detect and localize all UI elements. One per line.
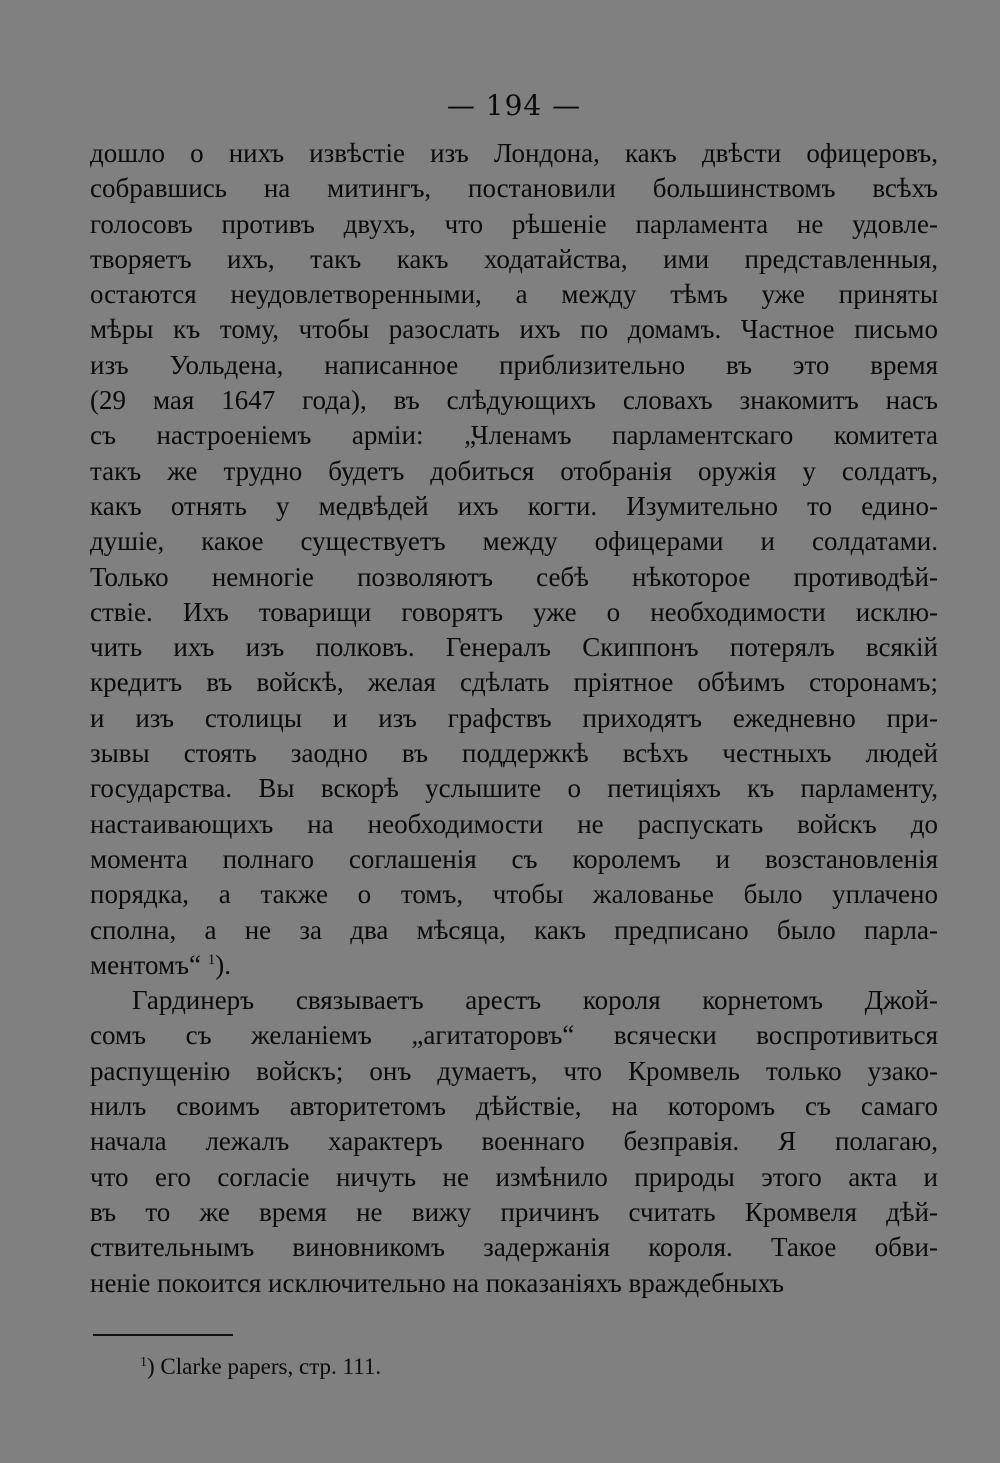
text-line: сомъ съ желаніемъ „агитаторовъ“ всячески воспротивиться (90, 1020, 938, 1051)
text-line: ментомъ“ $^1$). (90, 949, 231, 980)
text-line: душіе, какое существуетъ между офицерами и солдатами. (90, 526, 938, 557)
text-line: сполна, а не за два мѣсяца, какъ предписано было парла- (90, 914, 938, 945)
text-line: нилъ своимъ авторитетомъ дѣйствіе, на которомъ съ самаго (90, 1091, 938, 1122)
text-line: дошло о нихъ извѣстіе изъ Лондона, какъ двѣсти офицеровъ, (90, 138, 938, 168)
text-line: Только немногіе позволяютъ себѣ нѣкоторое противодѣй- (90, 561, 938, 592)
footnote-reference: 1 (207, 951, 216, 968)
text-line: момента полнаго соглашенія съ королемъ и возстановленія (90, 843, 938, 874)
text-line: начала лежалъ характеръ военнаго безправія. Я полагаю, (90, 1126, 938, 1157)
text-line: зывы стоять заодно въ поддержкѣ всѣхъ честныхъ людей (90, 738, 938, 769)
book-page (90, 86, 938, 1301)
footnote-text: ) Clarke papers, стр. 111. (147, 1354, 382, 1379)
text-line: государства. Вы вскорѣ услышите о петиціяхъ къ парламенту, (90, 773, 938, 804)
text-line: творяетъ ихъ, такъ какъ ходатайства, ими представленныя, (90, 243, 938, 274)
paragraph (90, 136, 938, 983)
text-line: (29 мая 1647 года), въ слѣдующихъ словахъ знакомитъ насъ (90, 385, 938, 416)
text-line: ствіе. Ихъ товарищи говорятъ уже о необходимости исклю- (90, 596, 938, 627)
page-number: — 194 — (446, 89, 582, 122)
text-line: Гардинеръ связываетъ арестъ короля корнетомъ Джой- (132, 985, 938, 1016)
footnote-marker: 1 (140, 1355, 147, 1370)
text-line: изъ Уольдена, написанное приблизительно въ это время (90, 349, 938, 380)
text-line: остаются неудовлетворенными, а между тѣмъ уже приняты (90, 279, 938, 310)
text-line: собравшись на митингъ, постановили большинствомъ всѣхъ (90, 173, 938, 204)
text-line: что его согласіе ничуть не измѣнило природы этого акта и (90, 1161, 938, 1192)
text-line: распущенію войскъ; онъ думаетъ, что Кромвель только узако- (90, 1055, 938, 1086)
text-line: мѣры къ тому, чтобы разослать ихъ по домамъ. Частное письмо (90, 314, 938, 345)
text-line: неніе покоится исключительно на показаніяхъ враждебныхъ (90, 1267, 784, 1298)
text-line: порядка, а также о томъ, чтобы жалованье было уплачено (90, 879, 938, 910)
text-line: голосовъ противъ двухъ, что рѣшеніе парламента не удовле- (90, 208, 938, 239)
text-line: настаивающихъ на необходимости не распускать войскъ до (90, 808, 938, 839)
text-line: ствительнымъ виновникомъ задержанія короля. Такое обви- (90, 1232, 938, 1263)
footnote-reference-close: ). (215, 949, 231, 980)
footnote (140, 1352, 381, 1382)
paragraph (90, 983, 938, 1301)
text-line: какъ отнять у медвѣдей ихъ когти. Изумительно то едино- (90, 490, 938, 521)
text-line: въ то же время не вижу причинъ считать Кромвеля дѣй- (90, 1196, 938, 1227)
footnote-divider (93, 1334, 233, 1336)
text-line: такъ же трудно будетъ добиться отобранія оружія у солдатъ, (90, 455, 938, 486)
text-line: и изъ столицы и изъ графствъ приходятъ ежедневно при- (90, 702, 938, 733)
body-text (90, 136, 938, 1301)
text-line: съ настроеніемъ арміи: „Членамъ парламентскаго комитета (90, 420, 938, 451)
text-line: чить ихъ изъ полковъ. Генералъ Скиппонъ потерялъ всякій (90, 632, 938, 663)
text-line: кредитъ въ войскѣ, желая сдѣлать пріятное обѣимъ сторонамъ; (90, 667, 938, 698)
